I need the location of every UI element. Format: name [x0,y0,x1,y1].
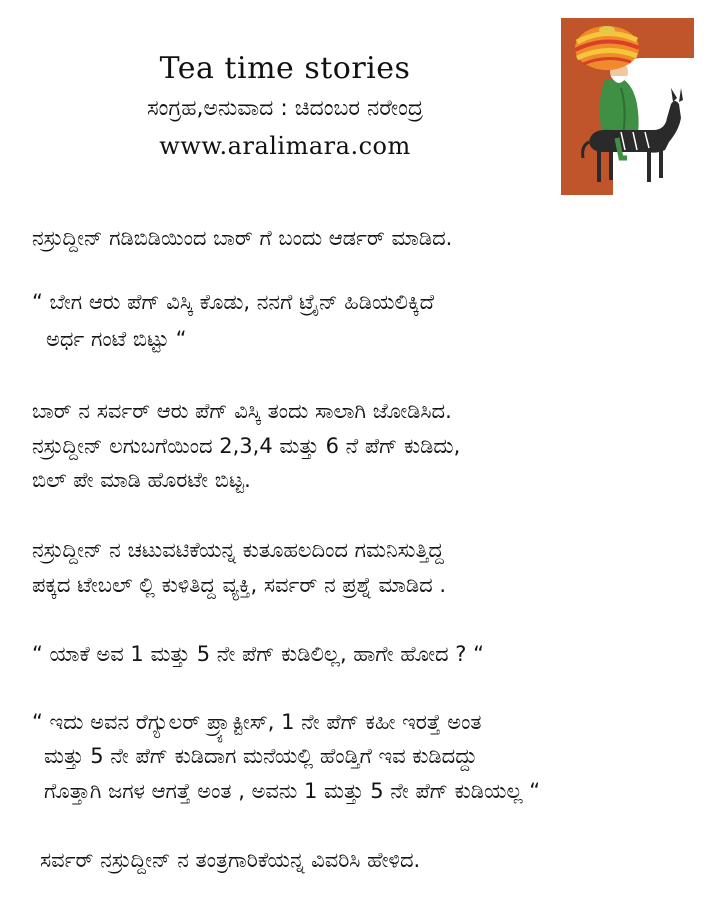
story-line: ಬಾರ್ ನ ಸರ್ವರ್ ಆರು ಪೆಗ್ ವಿಸ್ಕಿ ತಂದು ಸಾಲಾಗಿ ಜೋಡಿಸಿದ. [32,399,452,423]
story-line: ಪಕ್ಕದ ಟೇಬಲ್ ಲ್ಲಿ ಕುಳಿತಿದ್ದ ವ್ಯಕ್ತಿ, ಸರ್ವರ್ ನ ಪ್ರಶ್ನೆ ಮಾಡಿದ . [32,573,447,597]
story-line: ಗೊತ್ತಾಗಿ ಜಗಳ ಆಗತ್ತೆ ಅಂತ , ಅವನು 1 ಮತ್ತು 5 ನೇ ಪೆಗ್ ಕುಡಿಯಲ್ಲ “ [44,779,541,803]
story-line: “ ಬೇಗ ಆರು ಪೆಗ್ ವಿಸ್ಕಿ ಕೊಡು, ನನಗೆ ಟ್ರೈನ್ ಹಿಡಿಯಲಿಕ್ಕಿದೆ [32,290,435,314]
story-line: ನಸ್ರುದ್ದೀನ್ ಲಗುಬಗೆಯಿಂದ 2,3,4 ಮತ್ತು 6 ನೆ ಪೆಗ್ ಕುಡಿದು, [32,434,461,458]
page-subtitle: ಸಂಗ್ರಹ,ಅನುವಾದ : ಚಿದಂಬರ ನರೇಂದ್ರ [147,96,423,121]
story-line: “ ಯಾಕೆ ಅವ 1 ಮತ್ತು 5 ನೇ ಪೆಗ್ ಕುಡಿಲಿಲ್ಲ, ಹಾಗೇ ಹೋದ ? “ [32,642,484,666]
page-title: Tea time stories [159,51,411,86]
story-line: ನಸ್ರುದ್ದೀನ್ ಗಡಿಬಿಡಿಯಿಂದ ಬಾರ್ ಗೆ ಬಂದು ಆರ್ಡರ್ ಮಾಡಿದ. [32,226,453,250]
story-line: ಅರ್ಧ ಗಂಟೆ ಬಿಟ್ಟು “ [46,327,187,351]
story-line: ಮತ್ತು 5 ನೇ ಪೆಗ್ ಕುಡಿದಾಗ ಮನೆಯಲ್ಲಿ ಹೆಂಡ್ತಿಗೆ ಇವ ಕುಡಿದದ್ದು [44,744,478,768]
story-line: ಸರ್ವರ್ ನಸ್ರುದ್ದೀನ್ ನ ತಂತ್ರಗಾರಿಕೆಯನ್ನ ವಿವರಿಸಿ ಹೇಳಿದ. [40,848,421,872]
story-line: ನಸ್ರುದ್ದೀನ್ ನ ಚಟುವಟಿಕೆಯನ್ನ ಕುತೂಹಲದಿಂದ ಗಮನಿಸುತ್ತಿದ್ದ [32,538,444,562]
story-line: ಬಿಲ್ ಪೇ ಮಾಡಿ ಹೊರಟೇ ಬಿಟ್ಟ. [32,468,251,492]
story-line: “ ಇದು ಅವನ ರೆಗ್ಯುಲರ್ ಪ್ರ್ಯಾಕ್ಟೀಸ್, 1 ನೇ ಪೆಗ್ ಕಹೀ ಇರತ್ತೆ ಅಂತ [32,710,482,734]
website-url: www.aralimara.com [159,132,411,160]
